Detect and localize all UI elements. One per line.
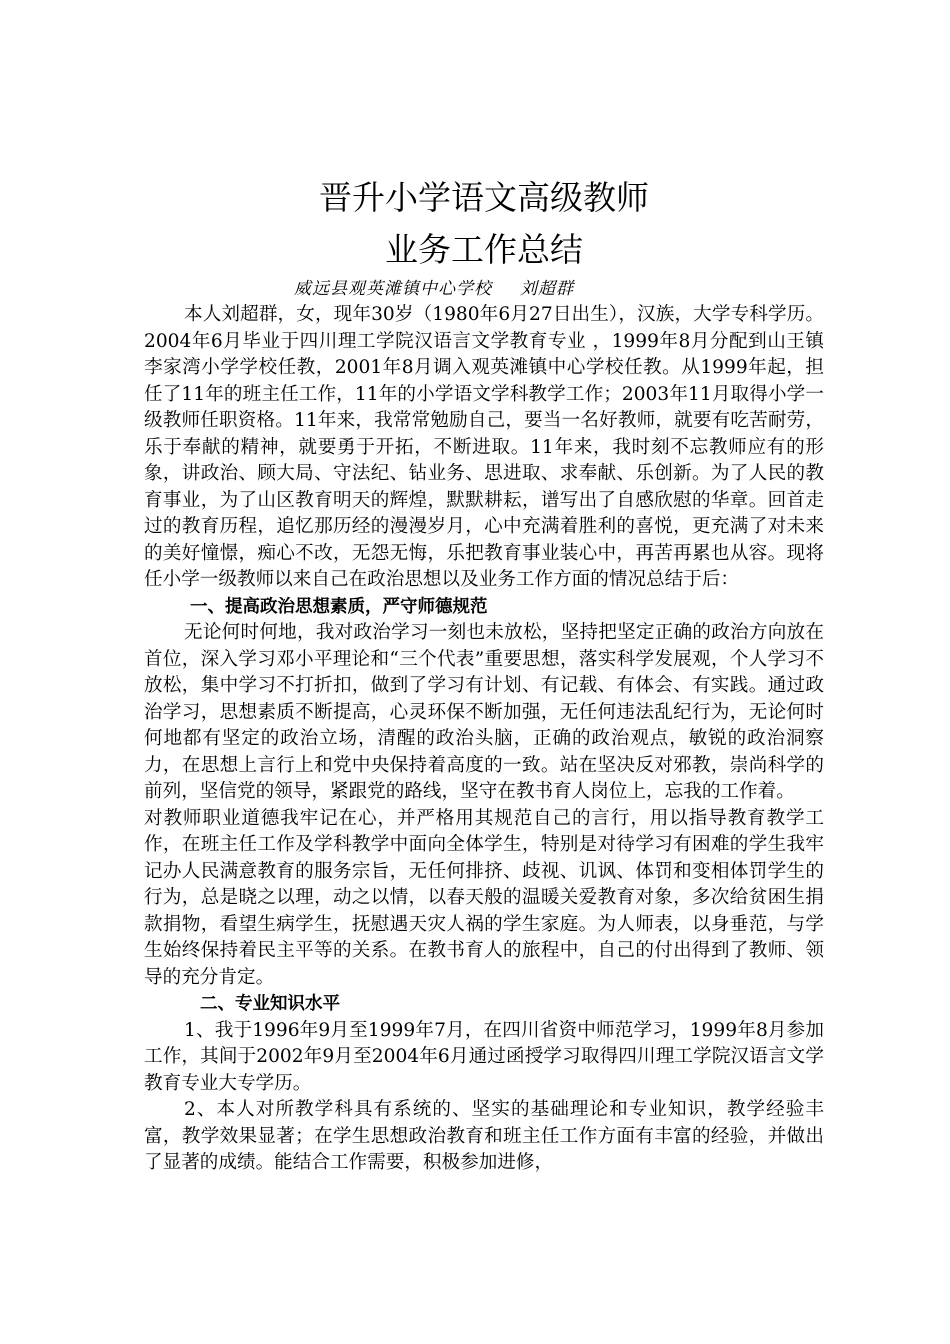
section2-paragraph-2: 2、本人对所教学科具有系统的、坚实的基础理论和专业知识，教学经验丰富，教学效果显著；在学生思想政治教育和班主任工作方面有丰富的经验，并做出了显著的成绩。能结合工作需要，积极参加进修， bbox=[144, 1099, 824, 1173]
section1-paragraph-2: 对教师职业道德我牢记在心，并严格用其规范自己的言行，用以指导教育教学工作，在班主任工作及学科教学中面向全体学生，特别是对待学习有困难的学生我牢记办人民满意教育的服务宗旨，无任何排挤、歧视、讥讽、体罚和变相体罚学生的行为，总是晓之以理，动之以情，以春天般的温暖关爱教育对象，多次给贫困生捐款捐物，看望生病学生，抚慰遇天灾人祸的学生家庭。为人师表，以身垂范，与学生始终保持着民主平等的关系。在教书育人的旅程中，自己的付出得到了教师、领导的充分肯定。 bbox=[144, 807, 824, 988]
byline bbox=[294, 276, 824, 302]
document-page bbox=[144, 172, 824, 1177]
intro-paragraph: 本人刘超群，女，现年30岁（1980年6月27日出生），汉族，大学专科学历。2004年6月毕业于四川理工学院汉语言文学教育专业 ，1999年8月分配到山王镇李家湾小学学校任教，2001年8月调入观英滩镇中心学校任教。从1999年起，担任了11年的班主任工作，11年的小学语文学科教学工作；2003年11月取得小学一级教师任职资格。11年来，我常常勉励自己，要当一名好教师，就要有吃苦耐劳，乐于奉献的精神，就要勇于开拓，不断进取。11年来，我时刻不忘教师应有的形象，讲政治、顾大局、守法纪、钻业务、思进取、求奉献、乐创新。为了人民的教育事业，为了山区教育明天的辉煌，默默耕耘，谱写出了自感欣慰的华章。回首走过的教育历程，追忆那历经的漫漫岁月，心中充满着胜利的喜悦，更充满了对未来的美好憧憬，痴心不改，无怨无悔，乐把教育事业装心中，再苦再累也从容。现将任小学一级教师以来自己在政治思想以及业务工作方面的情况总结于后： bbox=[144, 304, 824, 590]
school-name: 威远县观英滩镇中心学校 bbox=[294, 279, 492, 299]
section2-paragraph-1: 1、我于1996年9月至1999年7月，在四川省资中师范学习，1999年8月参加工作，其间于2002年9月至2004年6月通过函授学习取得四川理工学院汉语言文学教育专业大专学历。 bbox=[144, 1019, 824, 1094]
section2-heading: 二、专业知识水平 bbox=[200, 994, 340, 1014]
author-name: 刘超群 bbox=[520, 279, 574, 299]
document-title-line2: 业务工作总结 bbox=[385, 230, 583, 269]
section1-paragraph-1: 无论何时何地，我对政治学习一刻也未放松，坚持把坚定正确的政治方向放在首位，深入学习邓小平理论和“三个代表”重要思想，落实科学发展观，个人学习不放松，集中学习不打折扣，做到了学习有计划、有记载、有体会、有实践。通过政治学习，思想素质不断提高，心灵环保不断加强，无任何违法乱纪行为，无论何时何地都有坚定的政治立场，清醒的政治头脑，正确的政治观点，敏锐的政治洞察力，在思想上言行上和党中央保持着高度的一致。站在坚决反对邪教，崇尚科学的前列，坚信党的领导，紧跟党的路线，坚守在教书育人岗位上，忘我的工作着。 bbox=[144, 622, 824, 802]
section1-heading: 一、提高政治思想素质，严守师德规范 bbox=[190, 596, 488, 617]
document-title-line1: 晋升小学语文高级教师 bbox=[319, 178, 649, 217]
